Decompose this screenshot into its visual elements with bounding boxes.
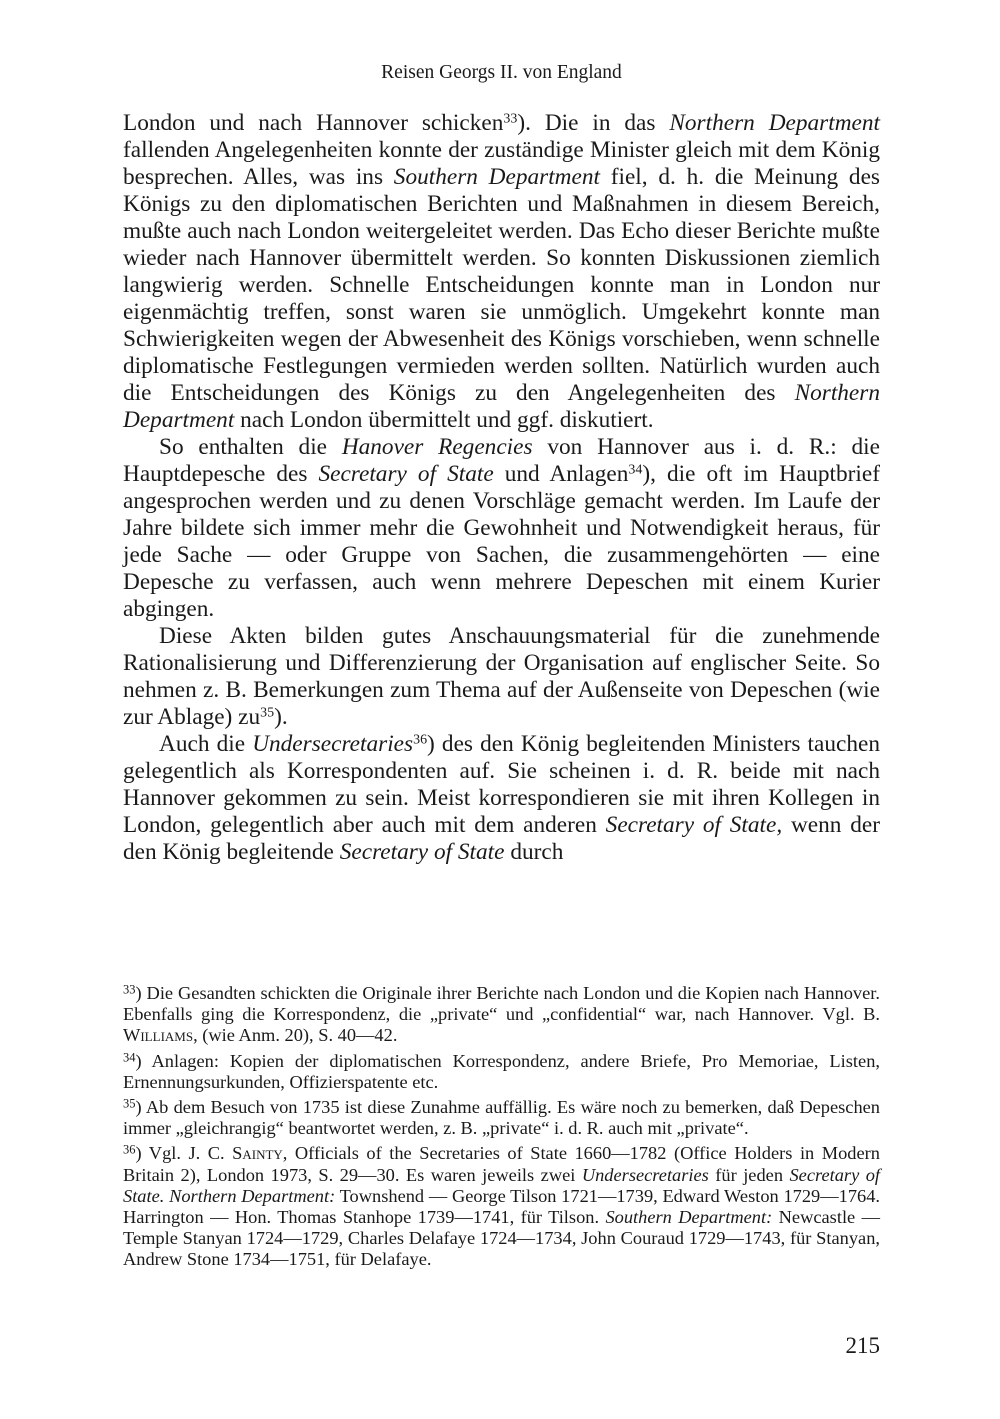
footnote-number: 35 — [123, 1096, 136, 1111]
footnote-number: 34 — [123, 1049, 136, 1064]
text-run: Townshend — George Tilson 1721—1739, Edward Weston 1729—1764. Harrington — Hon. Thomas Stanhope 1739—1741, für Tilson. — [123, 1185, 880, 1228]
text-run: ) Die Gesandten schickten die Originale ihrer Berichte nach London und die Kopien nach Hannover. Ebenfalls ging die Korrespondenz, die „private“ und „confidential“ war, nach Hannover. Vgl. B. — [123, 983, 880, 1025]
author-name: Williams — [123, 1025, 194, 1046]
text-run: durch — [504, 839, 564, 865]
text-run: , Officials of the Secretaries of State 1660—1782 (Office Holders in Modern Britain 2), London 1973, S. 29—30. Es waren jeweils zwei — [123, 1143, 880, 1185]
footnote-reference: 34 — [628, 462, 643, 478]
footnote-reference: 33 — [503, 111, 518, 127]
text-run: fiel, d. h. die Meinung des Königs zu den diplomatischen Berichten und Maßnahmen in diesem Bereich, mußte auch nach London weitergeleitet werden. Das Echo dieser Berichte mußte wieder nach Hannover übermittelt werden. So konnten Diskussionen ziemlich langwierig werden. Schnelle Entscheidungen konnte man in London nur eigenmächtig treffen, sonst waren sie unmöglich. Umgekehrt konnte man Schwierigkeiten wegen der Abwesenheit des Königs vorschieben, wenn schnelle diplomatische Festlegungen vermieden werden sollten. Natürlich wurden auch die Entscheidungen des Königs zu den Angelegenheiten des — [123, 164, 880, 406]
footnote-reference: 35 — [260, 705, 275, 721]
text-run: für jeden — [708, 1164, 790, 1185]
footnote-reference: 36 — [413, 732, 428, 748]
text-run: Auch die — [159, 731, 253, 757]
main-text — [123, 110, 880, 866]
author-name: Sainty — [232, 1143, 283, 1164]
text-run: Newcastle — Temple Stanyan 1724—1729, Charles Delafaye 1724—1734, John Couraud 1729—1743, für Stanyan, Andrew Stone 1734—1751, für Delafaye. — [123, 1207, 880, 1270]
paragraph — [123, 110, 880, 434]
text-run: So enthalten die — [159, 434, 342, 460]
paragraph — [123, 731, 880, 866]
italic-text: Hanover Regencies — [341, 434, 533, 460]
italic-text: Northern Department — [123, 380, 880, 433]
text-run: fallenden Angelegenheiten konnte der zuständige Minister gleich mit dem König besprechen. Alles, was ins — [123, 137, 880, 190]
text-run: ) des den König begleitenden Ministers tauchen gelegentlich als Korrespondenten auf. Sie scheinen i. d. R. beide mit nach Hannover gekommen zu sein. Meist korrespondieren sie mit ihren Kollegen in London, gelegentlich aber auch mit dem anderen — [123, 731, 880, 838]
text-run: Diese Akten bilden gutes Anschauungsmaterial für die zunehmende Rationalisierung und Differenzierung der Organisation auf englischer Seite. So nehmen z. B. Bemerkungen zum Thema auf der Außenseite von Depeschen (wie zur Ablage) zu — [123, 623, 880, 730]
text-run: ). — [274, 704, 288, 730]
text-run: , (wie Anm. 20), S. 40—42. — [193, 1025, 398, 1046]
italic-text: Secretary of State. Northern Department: — [123, 1164, 881, 1206]
footnote — [123, 1051, 880, 1093]
text-run: von Hannover aus i. d. R.: die Hauptdepesche des — [123, 434, 880, 487]
text-run: London und nach Hannover schicken — [123, 110, 504, 136]
italic-text: Undersecretaries — [581, 1164, 709, 1185]
footnote — [123, 983, 880, 1047]
text-run: und Anlagen — [493, 461, 629, 487]
text-run: ), die oft im Hauptbrief angesprochen werden und zu denen Vorschläge gemacht werden. Im Laufe der Jahre bildete sich immer mehr die Gewohnheit und Notwendigkeit heraus, für jede Sache — oder Gruppe von Sachen, die zusammengehörten — eine Depesche zu verfassen, auch wenn mehrere Depeschen mit einem Kurier abgingen. — [123, 461, 880, 622]
italic-text: Northern Department — [669, 110, 880, 136]
running-head: Reisen Georgs II. von England — [381, 62, 622, 83]
footnote-number: 36 — [123, 1142, 136, 1157]
page-number: 215 — [845, 1333, 880, 1358]
italic-text: Secretary of State — [318, 461, 494, 487]
paragraph — [123, 623, 880, 731]
footnote — [123, 1097, 880, 1139]
text-run: nach London übermittelt und ggf. diskutiert. — [234, 407, 654, 433]
italic-text: Secretary of State — [339, 839, 505, 865]
footnote — [123, 1143, 880, 1270]
footnote-number: 33 — [123, 982, 136, 997]
text-run: ) Vgl. J. C. — [135, 1143, 233, 1164]
paragraph — [123, 434, 880, 623]
italic-text: Undersecretaries — [252, 731, 414, 757]
text-run: ). Die in das — [517, 110, 670, 136]
text-run: ) Ab dem Besuch von 1735 ist diese Zunahme auffällig. Es wäre noch zu bemerken, daß Depeschen immer „gleichrangig“ beantwortet werden, z. B. „private“ i. d. R. auch mit „private“. — [123, 1097, 880, 1139]
footnotes — [123, 983, 880, 1275]
text-run: wenn der den König begleitende — [123, 812, 880, 865]
italic-text: Southern Department — [393, 164, 600, 190]
italic-text: Southern Department: — [605, 1207, 773, 1228]
text-run: ) Anlagen: Kopien der diplomatischen Korrespondenz, andere Briefe, Pro Memoriae, Listen, Ernennungsurkunden, Offizierspatente etc. — [123, 1050, 880, 1092]
italic-text: Secretary of State, — [605, 812, 783, 838]
